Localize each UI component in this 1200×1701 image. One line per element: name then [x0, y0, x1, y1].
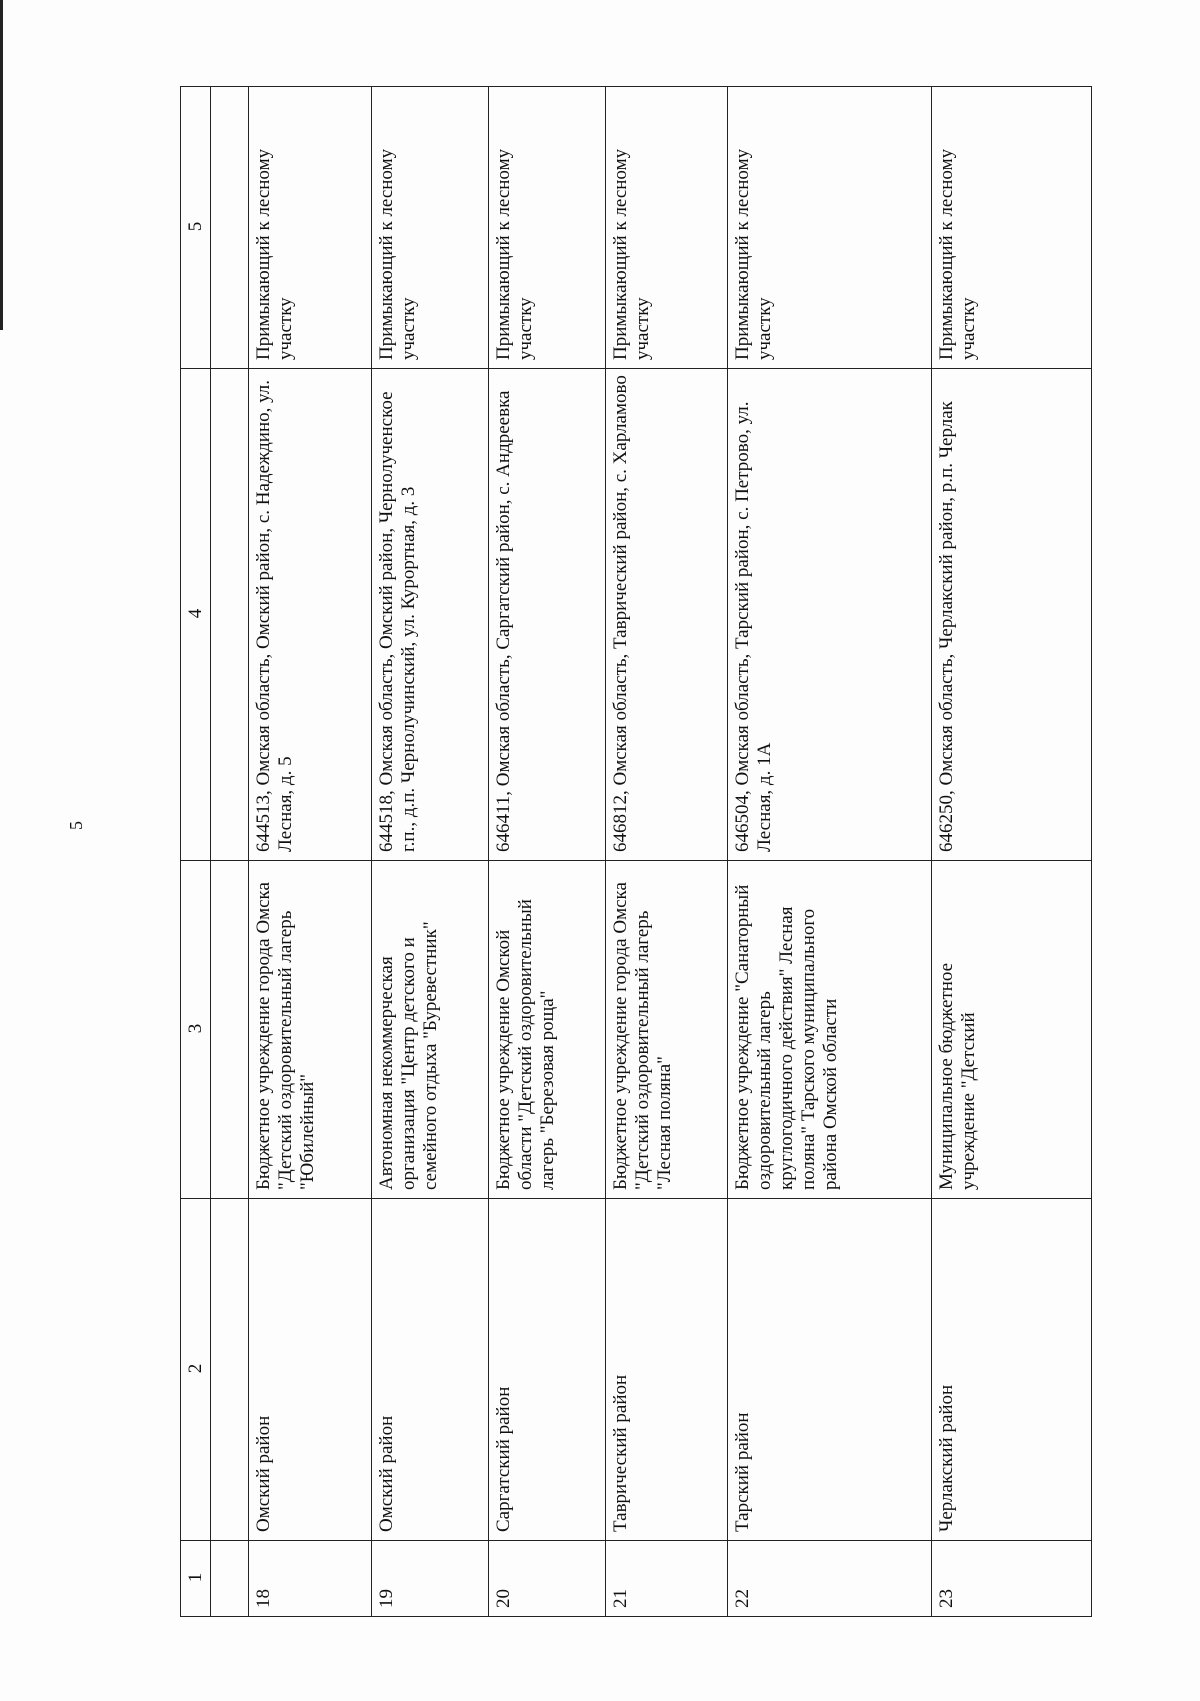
header-col-2: 2: [181, 1199, 211, 1541]
row-number: 20: [489, 1541, 606, 1617]
district-cell: Таврический район: [606, 1199, 728, 1541]
table-row: [489, 87, 606, 1617]
organization-cell: Муниципальное бюджетное учреждение "Детский: [932, 861, 1092, 1199]
address-cell: 646812, Омская область, Таврический район, с. Харламово: [606, 369, 728, 861]
table-row: [249, 87, 372, 1617]
location-cell: Примыкающий к лесному участку: [728, 87, 932, 369]
row-number: 19: [372, 1541, 489, 1617]
header-col-3: 3: [181, 861, 211, 1199]
page-number: 5: [66, 821, 86, 830]
empty-cell: [211, 369, 249, 861]
table-row: [728, 87, 932, 1617]
row-number: 23: [932, 1541, 1092, 1617]
location-cell: Примыкающий к лесному участку: [372, 87, 489, 369]
table-row: [606, 87, 728, 1617]
location-cell: Примыкающий к лесному участку: [932, 87, 1092, 369]
header-col-5: 5: [181, 87, 211, 369]
location-cell: Примыкающий к лесному участку: [249, 87, 372, 369]
location-cell: Примыкающий к лесному участку: [489, 87, 606, 369]
row-number: 21: [606, 1541, 728, 1617]
district-cell: Омский район: [249, 1199, 372, 1541]
address-cell: 646504, Омская область, Тарский район, с. Петрово, ул. Лесная, д. 1А: [728, 369, 932, 861]
address-cell: 644518, Омская область, Омский район, Чернолученское г.п., д.п. Чернолучинский, ул. Курортная, д. 3: [372, 369, 489, 861]
row-number: 22: [728, 1541, 932, 1617]
header-col-4: 4: [181, 369, 211, 861]
row-number: 18: [249, 1541, 372, 1617]
organization-cell: Бюджетное учреждение Омской области "Детский оздоровительный лагерь "Березовая роща": [489, 861, 606, 1199]
scan-edge-mark: [0, 0, 3, 330]
empty-cell: [211, 87, 249, 369]
registry-table: [180, 86, 1092, 1617]
rotated-table-container: [180, 87, 1095, 1617]
organization-cell: Бюджетное учреждение города Омска "Детский оздоровительный лагерь "Юбилейный": [249, 861, 372, 1199]
header-col-1: 1: [181, 1541, 211, 1617]
district-cell: Тарский район: [728, 1199, 932, 1541]
district-cell: Черлакский район: [932, 1199, 1092, 1541]
district-cell: Саргатский район: [489, 1199, 606, 1541]
organization-cell: Автономная некоммерческая организация "Центр детского и семейного отдыха "Буревестник": [372, 861, 489, 1199]
district-cell: Омский район: [372, 1199, 489, 1541]
table-row: [372, 87, 489, 1617]
empty-cell: [211, 1199, 249, 1541]
organization-cell: Бюджетное учреждение города Омска "Детский оздоровительный лагерь "Лесная поляна": [606, 861, 728, 1199]
header-row: [181, 87, 211, 1617]
empty-cell: [211, 1541, 249, 1617]
empty-cell: [211, 861, 249, 1199]
address-cell: 644513, Омская область, Омский район, с. Надеждино, ул. Лесная, д. 5: [249, 369, 372, 861]
address-cell: 646250, Омская область, Черлакский район, р.п. Черлак: [932, 369, 1092, 861]
organization-cell: Бюджетное учреждение "Санаторный оздоровительный лагерь круглогодичного действия" Лесная поляна" Тарского муниципального района Омской области: [728, 861, 932, 1199]
table-row: [932, 87, 1092, 1617]
location-cell: Примыкающий к лесному участку: [606, 87, 728, 369]
empty-row: [211, 87, 249, 1617]
address-cell: 646411, Омская область, Саргатский район, с. Андреевка: [489, 369, 606, 861]
